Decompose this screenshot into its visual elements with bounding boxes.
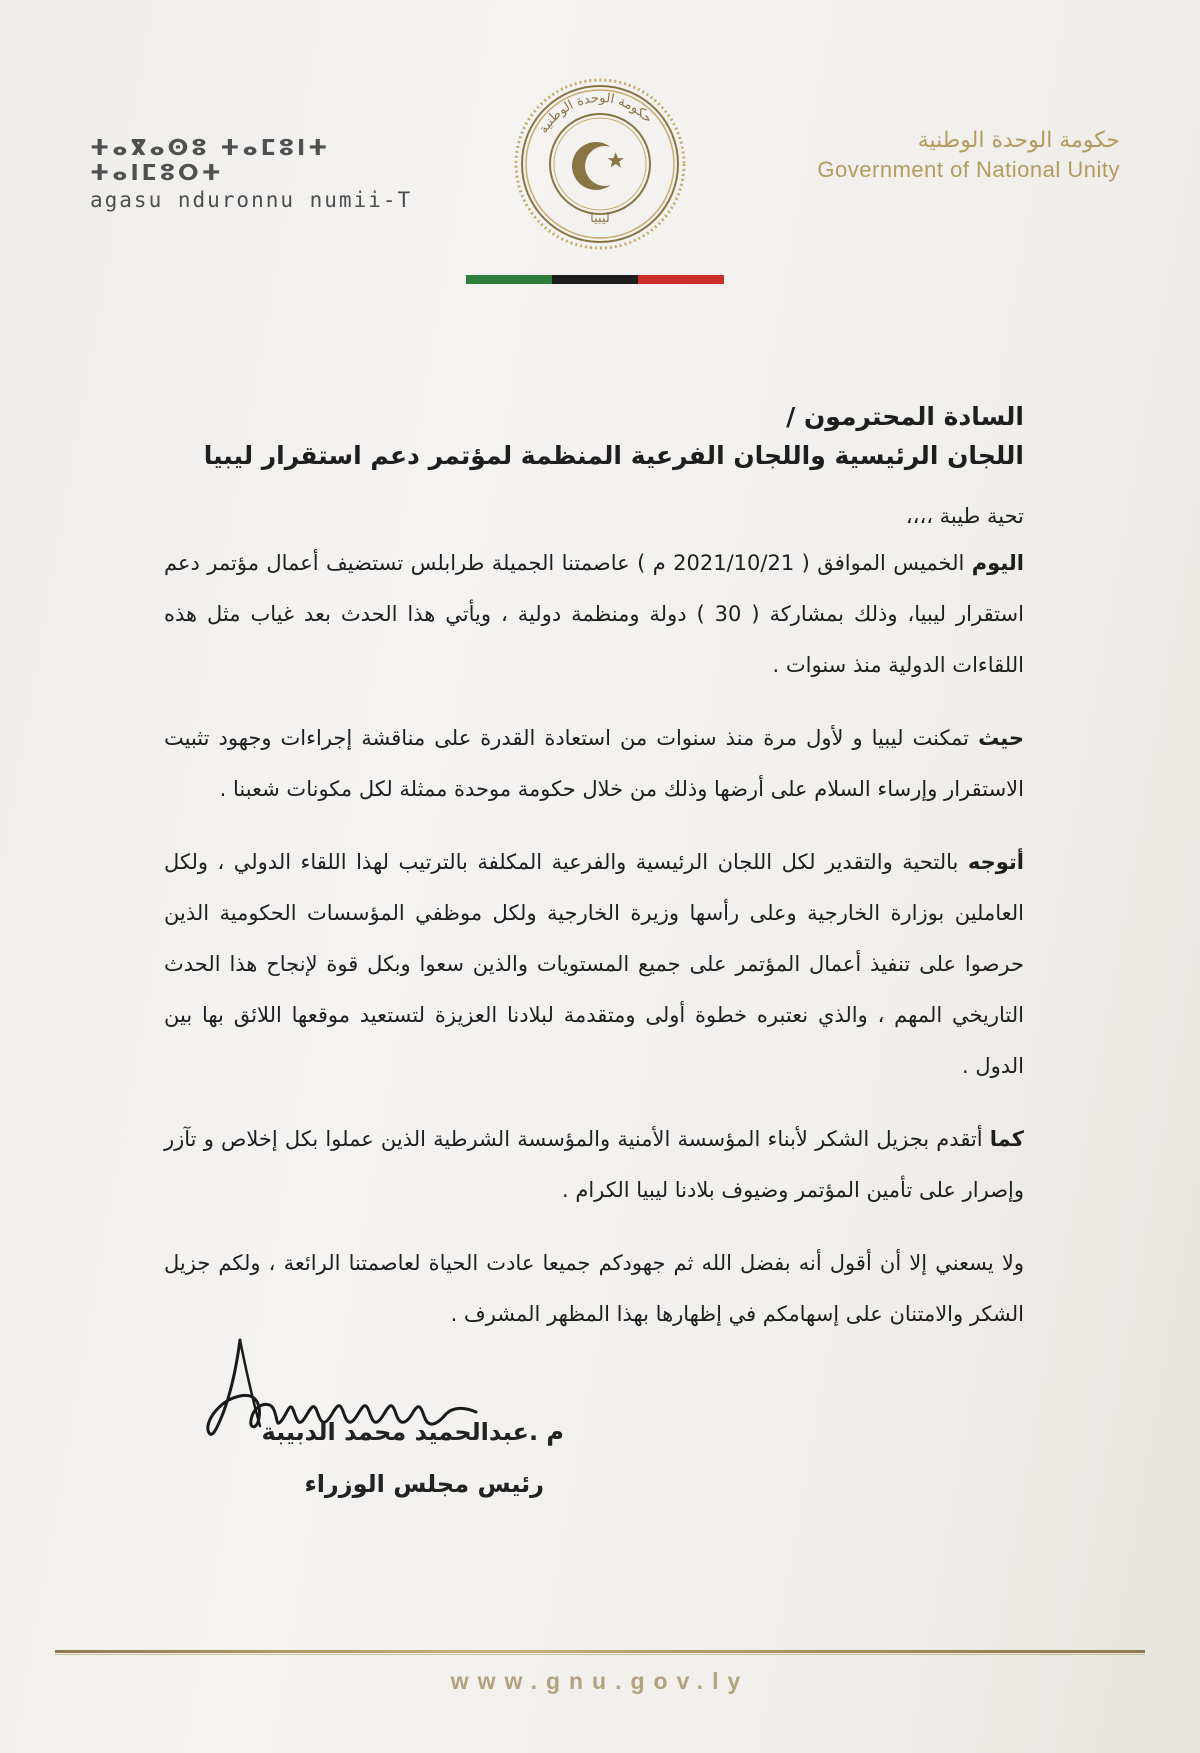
flag-color-bar	[466, 275, 724, 284]
paragraph-5	[164, 1238, 1024, 1340]
header-tifinagh-text: ⵜⴰⴳⴰⵙⵓ ⵜⴰⵎⵓⵏⵜ ⵜⴰⵏⵎⵓⵔⵜ	[90, 136, 331, 186]
address-line-1: السادة المحترمون /	[786, 402, 1024, 431]
footer-divider	[55, 1650, 1145, 1653]
paragraph-3-text: بالتحية والتقدير لكل اللجان الرئيسية والفرعية المكلفة بالترتيب لهذا اللقاء الدولي ، ولكل العاملين بوزارة الخارجية وعلى رأسها وزيرة الخارجية ولكل موظفي المؤسسات الحكومية الذين حرصوا على تنفيذ أعمال المؤتمر على جميع المستويات والذين سعوا وبكل قوة لإنجاح هذا الحدث التاريخي المهم ، والذي نعتبره خطوة أولى ومتقدمة لبلادنا العزيزة لتستعيد موقعها اللائق بها بين الدول .	[164, 850, 1024, 1078]
paragraph-1-lead: اليوم	[971, 551, 1024, 575]
paragraph-4-lead: كما	[989, 1127, 1024, 1151]
government-seal-icon	[512, 76, 688, 252]
paragraph-1	[164, 538, 1024, 691]
signatory-title: رئيس مجلس الوزراء	[304, 1470, 544, 1498]
paragraph-2-text: تمكنت ليبيا و لأول مرة منذ سنوات من استعادة القدرة على مناقشة إجراءات وجهود تثبيت الاستقرار وإرساء السلام على أرضها وذلك من خلال حكومة موحدة ممثلة لكل مكونات شعبنا .	[164, 726, 1024, 801]
address-line-2: اللجان الرئيسية واللجان الفرعية المنظمة لمؤتمر دعم استقرار ليبيا	[203, 441, 1024, 470]
paragraph-4	[164, 1114, 1024, 1216]
header-arabic-name: حكومة الوحدة الوطنية	[917, 128, 1120, 153]
paragraph-2-lead: حيث	[978, 726, 1024, 750]
header-amazigh-block	[90, 136, 450, 212]
footer-divider-thin	[55, 1654, 1145, 1655]
paragraph-4-text: أتقدم بجزيل الشكر لأبناء المؤسسة الأمنية والمؤسسة الشرطية الذين عملوا بكل إخلاص و تآزر وإصرار على تأمين المؤتمر وضيوف بلادنا ليبيا الكرام .	[164, 1127, 1024, 1202]
paragraph-5-text: ولا يسعني إلا أن أقول أنه بفضل الله ثم جهودكم جميعا عادت الحياة لعاصمتنا الرائعة ، ولكم جزيل الشكر والامتنان على إسهامكم في إظهارها بهذا المظهر المشرف .	[164, 1251, 1024, 1326]
flag-bar-red	[638, 275, 724, 284]
header-english-name: Government of National Unity	[817, 157, 1120, 182]
letter-body	[164, 398, 1024, 1340]
paragraph-3	[164, 837, 1024, 1092]
header-government-block	[760, 128, 1120, 183]
paragraph-3-lead: أتوجه	[967, 850, 1024, 874]
footer-website-link[interactable]: www.gnu.gov.ly	[450, 1668, 750, 1694]
seal-ring-text: حكومة الوحدة الوطنية	[536, 90, 656, 137]
paragraph-1-text: الخميس الموافق ( 2021/10/21 م ) عاصمتنا الجميلة طرابلس تستضيف أعمال مؤتمر دعم استقرار ليبيا، وذلك بمشاركة ( 30 ) دولة ومنظمة دولية ، ويأتي هذا الحدث بعد غياب مثل هذه اللقاءات الدولية منذ سنوات .	[164, 551, 1024, 677]
header-latin-text: agasu nduronnu numii-T	[90, 188, 413, 212]
signatory-name: م .عبدالحميد محمد الدبيبة	[261, 1418, 564, 1446]
greeting: تحية طيبة ،،،،	[905, 504, 1024, 528]
flag-bar-green	[466, 275, 552, 284]
seal-bottom-text: ليبيا	[590, 211, 610, 226]
flag-bar-black	[552, 275, 638, 284]
paragraph-2	[164, 713, 1024, 815]
